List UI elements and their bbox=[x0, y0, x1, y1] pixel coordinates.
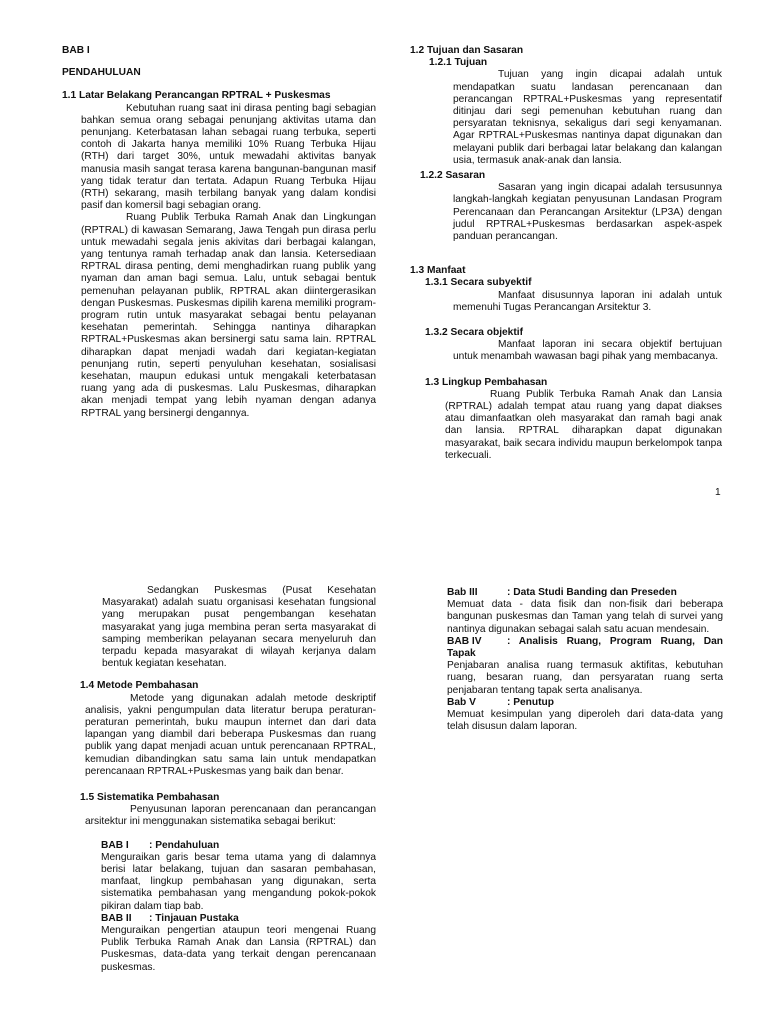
bab-5-title: : Penutup bbox=[507, 696, 554, 708]
document-page-1 bbox=[0, 0, 768, 505]
bab-4-number: BAB IV bbox=[447, 635, 482, 647]
section-1-3-1-paragraph: Manfaat disusunnya laporan ini adalah untuk memenuhi Tugas Perancangan Arsitektur 3. bbox=[453, 289, 722, 313]
page2-left-column bbox=[80, 585, 376, 974]
bab-3-description: Memuat data - data fisik dan non-fisik dari beberapa bangunan puskesmas dan Taman yang telah di survei yang nantinya digunakan sebagai salah satu acuan mendesain. bbox=[447, 599, 723, 635]
section-1-3-2-heading: 1.3.2 Secara objektif bbox=[425, 327, 523, 339]
bab-5-description: Memuat kesimpulan yang diperoleh dari data-data yang telah disusun dalam laporan. bbox=[447, 709, 723, 733]
section-1-1-paragraph-2: Ruang Publik Terbuka Ramah Anak dan Lingkungan (RPTRAL) di kawasan Semarang, Jawa Tengah pun dirasa perlu untuk mewadahi segala jenis akivitas dari berbagai kalangan, yang tentunya ramah terhadap anak dan lansia. Ketersediaan RPTRAL dirasa penting, demi menghadirkan ruang publik yang nyaman dan aman bagi semua. Lalu, untuk sebagai bentuk pemenuhan pelayanan publik, RPTRAL akan diintergerasikan dengan Puskesmas. Puskesmas dipilih karena memiliki program-program rutin untuk masyarakat sebagai bentu pelayanan kesehatan pemerintah. Sehingga nantinya diharapkan RPTRAL+Puskesmas akan bersinergi satu sama lain. RPTRAL diharapkan dapat menjadi wadah dari kegiatan-kegiatan penunjang rutin, seperti penyuluhan kesehatan, sosialisasi kesehatan, maupun edukasi untuk mengakali keterbatasan ruang yang ada di puskesmas. Lalu Puskesmas, diharapkan akan menjadi tempat yang lebih nyaman dengan adanya RPTRAL yang bersinergi dengannya. bbox=[81, 212, 376, 419]
puskesmas-definition-paragraph: Sedangkan Puskesmas (Pusat Kesehatan Masyarakat) adalah suatu organisasi kesehatan fungsional yang merupakan pusat pengembangan kesehatan masyarakat yang juga membina peran serta masyarakat di samping memberikan pelayanan secara menyeluruh dan terpadu kepada masyarakat di wilayah kerjanya dalam bentuk kegiatan kesehatan. bbox=[102, 585, 376, 670]
page1-right-column bbox=[410, 45, 722, 462]
bab-1-number: BAB I bbox=[101, 839, 129, 851]
section-1-2-heading: 1.2 Tujuan dan Sasaran bbox=[410, 45, 524, 56]
bab-5-heading bbox=[447, 697, 723, 709]
section-1-1-heading: 1.1 Latar Belakang Perancangan RPTRAL + Puskesmas bbox=[62, 90, 331, 102]
section-1-2-2-paragraph: Sasaran yang ingin dicapai adalah tersusunnya langkah-langkah kegiatan penyusunan Landasan Program Perencanaan dan Perancangan Arsitektur (LP3A) dengan judul RPTRAL+Puskesmas berdasarkan aspek-aspek panduan perancangan. bbox=[453, 182, 722, 243]
bab-4-heading bbox=[447, 636, 723, 660]
page2-right-column bbox=[447, 587, 723, 733]
section-1-5-paragraph: Penyusunan laporan perencanaan dan perancangan arsitektur ini menggunakan sistematika sebagai berikut: bbox=[85, 804, 376, 828]
bab-1-description: Menguraikan garis besar tema utama yang di dalamnya berisi latar belakang, tujuan dan sasaran pembahasan, manfaat, lingkup pembahasan yang digunakan, serta sistematika pembahasan yang mengandung pokok-pokok pikiran dalam tiap bab. bbox=[101, 851, 376, 912]
section-1-3-1-heading: 1.3.1 Secara subyektif bbox=[425, 277, 532, 289]
page-separator bbox=[0, 505, 768, 575]
section-1-4-paragraph: Metode yang digunakan adalah metode deskriptif analisis, yakni pengumpulan data literatur berupa peraturan-peraturan pemerintah, buku maupun internet dan dari data lapangan yang diambil dari beberapa Puskesmas dan ruang publik yang dapat menjadi acuan untuk perencanaan RPTRAL, kemudian dibandingkan satu sama lain untuk mendapatkan perencanaan RPTRAL+Puskesmas yang baik dan benar. bbox=[85, 692, 376, 777]
chapter-title: PENDAHULUAN bbox=[62, 67, 141, 79]
bab-2-description: Menguraikan pengertian ataupun teori mengenai Ruang Publik Terbuka Ramah Anak dan Lansia (RPTRAL) dan Puskesmas, data-data yang terkait dengan perencanaan puskesmas. bbox=[101, 925, 376, 973]
chapter-number: BAB I bbox=[62, 45, 90, 56]
bab-4-title: : Analisis Ruang, Program Ruang, Dan Tapak bbox=[447, 635, 723, 660]
bab-1-title: : Pendahuluan bbox=[149, 839, 220, 851]
bab-3-heading bbox=[447, 587, 723, 599]
section-1-2-2-heading: 1.2.2 Sasaran bbox=[420, 170, 486, 182]
bab-5-number: Bab V bbox=[447, 696, 476, 708]
bab-3-number: Bab III bbox=[447, 587, 478, 598]
bab-4-description: Penjabaran analisa ruang termasuk aktifitas, kebutuhan ruang, besaran ruang, dan persyaratan ruang serta penjabaran tentang tapak serta analisanya. bbox=[447, 660, 723, 696]
scope-section-paragraph: Ruang Publik Terbuka Ramah Anak dan Lansia (RPTRAL) adalah tempat atau ruang yang dapat diakses atau dimanfaatkan oleh masyarakat dan ramah bagi anak dan lansia. RPTRAL diharapkan dapat digunakan masyarakat, baik secara individu maupun berkelompok tanpa terkecuali. bbox=[445, 388, 722, 461]
section-1-4-heading: 1.4 Metode Pembahasan bbox=[80, 680, 199, 692]
section-1-5-heading: 1.5 Sistematika Pembahasan bbox=[80, 792, 220, 804]
section-1-1-paragraph-1: Kebutuhan ruang saat ini dirasa penting bagi sebagian bahkan semua orang sebagai penunjang aktivitas utama dan penunjang. Keterbatasan lahan sebagai ruang terbuka, seperti contoh di Jakarta hanya memiliki 10% Ruang Terbuka Hijau (RTH) dari target 30%, untuk mewadahi aktivitas banyak manusia masih sangat terasa karena bangunan-bangunan masif yang tidak teratur dan tertata. Adapun Ruang Terbuka Hijau (RTH) sekarang, masih terbilang banyak yang dalam kondisi pasif dan komersil bagi sebagian orang. bbox=[81, 102, 376, 212]
section-1-2-1-paragraph: Tujuan yang ingin dicapai adalah untuk mendapatkan suatu landasan perencanaan dan perancangan RPTRAL+Puskesmas yang representatif ditinjau dari segi pemenuhan kebutuhan ruang dan persyaratan teknisnya, sekaligus dari segi kenyamanan. Agar RPTRAL+Puskesmas nantinya dapat digunakan dan melayani publik dari berbagai latar belakang dan kalangan usia, termasuk anak-anak dan lansia. bbox=[453, 69, 722, 166]
page-number: 1 bbox=[715, 487, 721, 498]
bab-2-title: : Tinjauan Pustaka bbox=[149, 912, 239, 924]
bab-1-heading bbox=[101, 840, 376, 852]
bab-2-number: BAB II bbox=[101, 912, 132, 924]
section-1-2-1-heading: 1.2.1 Tujuan bbox=[429, 57, 488, 69]
scope-section-heading: 1.3 Lingkup Pembahasan bbox=[425, 376, 548, 388]
page1-left-column bbox=[62, 45, 376, 420]
document-page-2 bbox=[0, 575, 768, 1024]
bab-3-title: : Data Studi Banding dan Preseden bbox=[507, 587, 677, 598]
bab-2-heading bbox=[101, 913, 376, 925]
section-1-3-2-paragraph: Manfaat laporan ini secara objektif bertujuan untuk menambah wawasan bagi pihak yang membacanya. bbox=[453, 339, 722, 363]
section-1-3-heading: 1.3 Manfaat bbox=[410, 265, 466, 277]
